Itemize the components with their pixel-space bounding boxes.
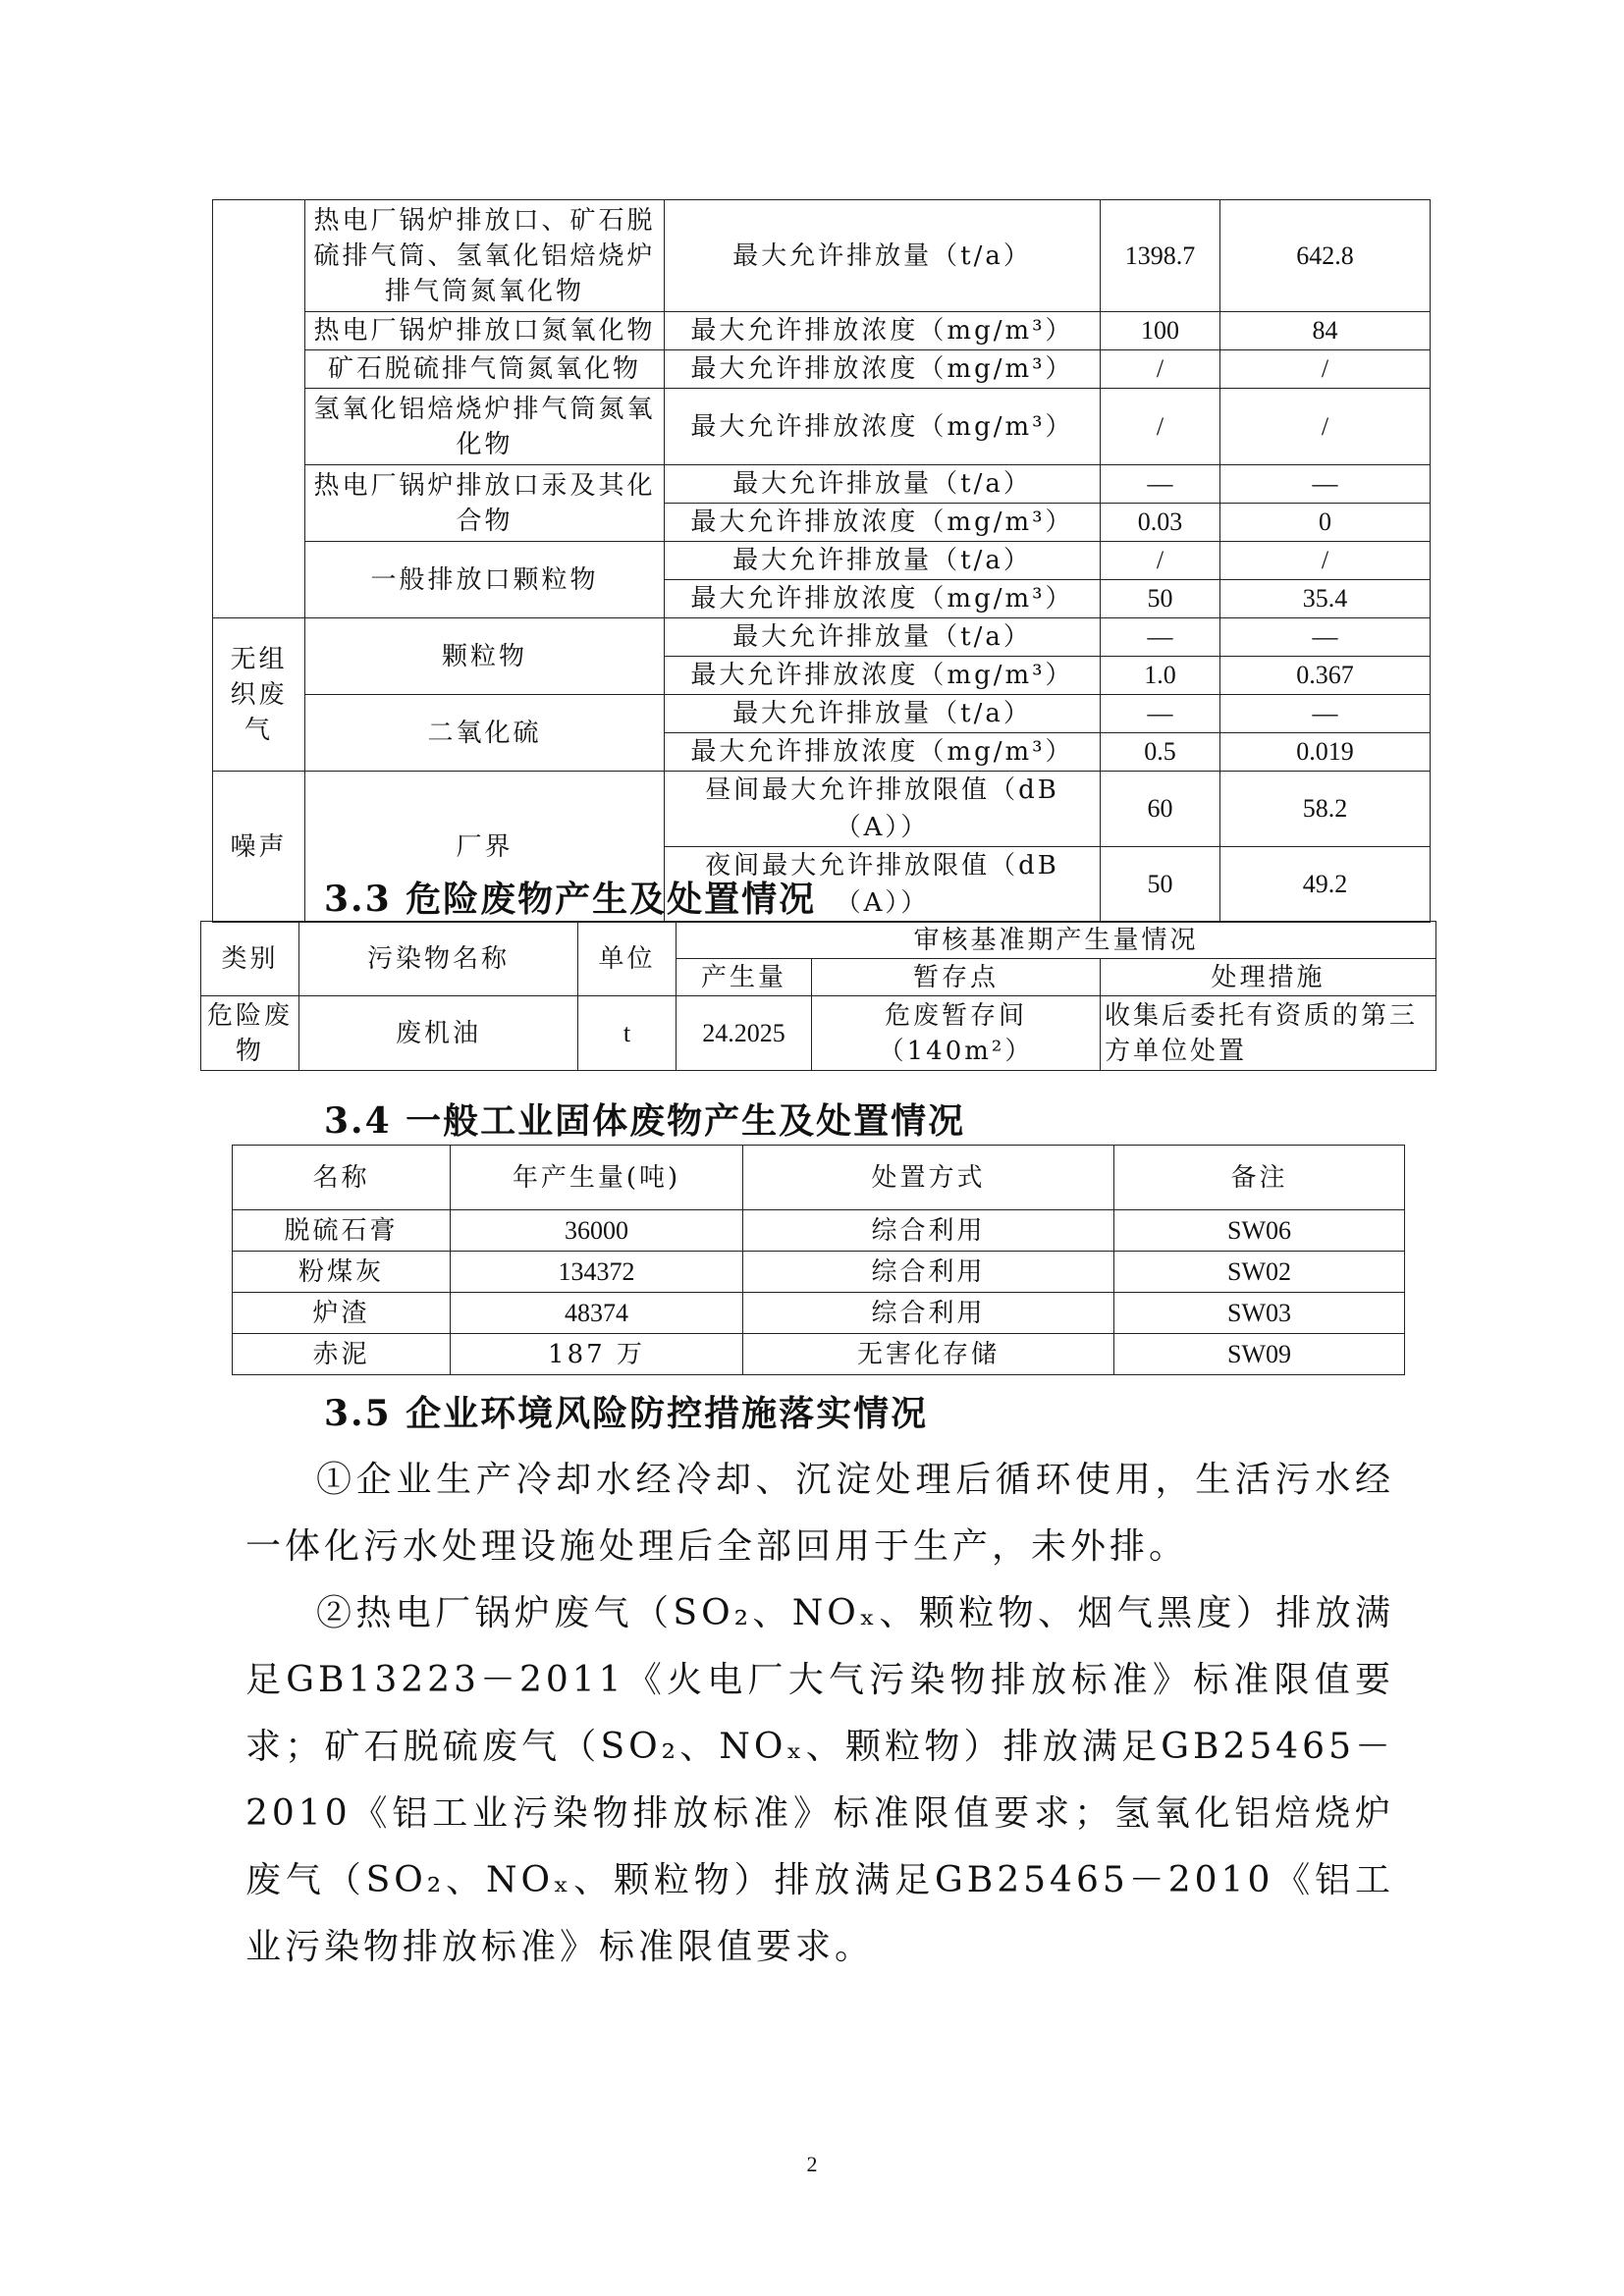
actual-cell: / bbox=[1220, 350, 1431, 389]
indicator-cell: 最大允许排放量（t/a） bbox=[665, 542, 1101, 580]
actual-cell: 0 bbox=[1220, 504, 1431, 542]
row-amount: 24.2025 bbox=[677, 996, 812, 1071]
limit-cell: 100 bbox=[1101, 312, 1220, 350]
row-unit: t bbox=[578, 996, 677, 1071]
pollutant-cell: 矿石脱硫排气筒氮氧化物 bbox=[305, 350, 665, 389]
actual-cell: — bbox=[1220, 465, 1431, 504]
row-name: 废机油 bbox=[299, 996, 578, 1071]
limit-cell: 0.03 bbox=[1101, 504, 1220, 542]
header-category: 类别 bbox=[201, 922, 299, 996]
header-storage: 暂存点 bbox=[812, 959, 1101, 996]
header-amount: 产生量 bbox=[677, 959, 812, 996]
limit-cell: 1.0 bbox=[1101, 657, 1220, 695]
pollutant-cell: 热电厂锅炉排放口、矿石脱硫排气筒、氢氧化铝焙烧炉排气筒氮氧化物 bbox=[305, 200, 665, 312]
category-cell: 噪声 bbox=[213, 772, 305, 923]
indicator-cell: 最大允许排放量（t/a） bbox=[665, 465, 1101, 504]
table-cell: 综合利用 bbox=[743, 1210, 1114, 1252]
limit-cell: 0.5 bbox=[1101, 733, 1220, 772]
header-cell: 名称 bbox=[233, 1146, 451, 1210]
category-cell-blank bbox=[213, 200, 305, 618]
section-3-3-heading: 3.3 危险废物产生及处置情况 bbox=[324, 879, 817, 920]
row-category: 危险废物 bbox=[201, 996, 299, 1071]
limit-cell: / bbox=[1101, 350, 1220, 389]
header-cell: 备注 bbox=[1114, 1146, 1405, 1210]
indicator-cell: 最大允许排放浓度（mg/m³） bbox=[665, 580, 1101, 618]
actual-cell: / bbox=[1220, 542, 1431, 580]
indicator-cell: 最大允许排放浓度（mg/m³） bbox=[665, 733, 1101, 772]
pollutant-cell: 热电厂锅炉排放口氮氧化物 bbox=[305, 312, 665, 350]
row-storage: 危废暂存间（140m²） bbox=[812, 996, 1101, 1071]
indicator-cell: 最大允许排放浓度（mg/m³） bbox=[665, 657, 1101, 695]
pollutant-cell: 二氧化硫 bbox=[305, 695, 665, 772]
limit-cell: — bbox=[1101, 618, 1220, 657]
limit-cell: / bbox=[1101, 542, 1220, 580]
header-cell: 处置方式 bbox=[743, 1146, 1114, 1210]
actual-cell: 0.019 bbox=[1220, 733, 1431, 772]
pollutant-cell: 一般排放口颗粒物 bbox=[305, 542, 665, 618]
table-cell: SW03 bbox=[1114, 1293, 1405, 1334]
limit-cell: — bbox=[1101, 695, 1220, 733]
actual-cell: — bbox=[1220, 695, 1431, 733]
pollutant-cell: 氢氧化铝焙烧炉排气筒氮氧化物 bbox=[305, 389, 665, 465]
actual-cell: — bbox=[1220, 618, 1431, 657]
table-cell: 48374 bbox=[451, 1293, 743, 1334]
indicator-cell: 最大允许排放浓度（mg/m³） bbox=[665, 389, 1101, 465]
header-name: 污染物名称 bbox=[299, 922, 578, 996]
indicator-cell: 昼间最大允许排放限值（dB（A）） bbox=[665, 772, 1101, 847]
table-cell: SW06 bbox=[1114, 1210, 1405, 1252]
table-cell: 综合利用 bbox=[743, 1293, 1114, 1334]
limit-cell: 50 bbox=[1101, 580, 1220, 618]
header-cell: 年产生量(吨) bbox=[451, 1146, 743, 1210]
limit-cell: 50 bbox=[1101, 847, 1220, 923]
table-cell: 粉煤灰 bbox=[233, 1252, 451, 1293]
actual-cell: 84 bbox=[1220, 312, 1431, 350]
category-cell: 无组织废气 bbox=[213, 618, 305, 772]
section-3-4-heading: 3.4 一般工业固体废物产生及处置情况 bbox=[324, 1100, 966, 1142]
indicator-cell: 最大允许排放量（t/a） bbox=[665, 200, 1101, 312]
table-cell: SW02 bbox=[1114, 1252, 1405, 1293]
limit-cell: 60 bbox=[1101, 772, 1220, 847]
indicator-cell: 最大允许排放浓度（mg/m³） bbox=[665, 350, 1101, 389]
table-cell: 无害化存储 bbox=[743, 1334, 1114, 1375]
actual-cell: / bbox=[1220, 389, 1431, 465]
paragraph-1: ①企业生产冷却水经冷却、沉淀处理后循环使用，生活污水经一体化污水处理设施处理后全部回用于生产，未外排。 bbox=[245, 1460, 1394, 1567]
emissions-table bbox=[212, 199, 1431, 923]
indicator-cell: 夜间最大允许排放限值（dB（A）） bbox=[665, 847, 1101, 923]
table-cell: 187 万 bbox=[451, 1334, 743, 1375]
table-cell: SW09 bbox=[1114, 1334, 1405, 1375]
limit-cell: 1398.7 bbox=[1101, 200, 1220, 312]
actual-cell: 0.367 bbox=[1220, 657, 1431, 695]
pollutant-cell: 热电厂锅炉排放口汞及其化合物 bbox=[305, 465, 665, 542]
pollutant-cell: 厂界 bbox=[305, 772, 665, 923]
indicator-cell: 最大允许排放浓度（mg/m³） bbox=[665, 312, 1101, 350]
section-3-5-heading: 3.5 企业环境风险防控措施落实情况 bbox=[324, 1393, 929, 1434]
table-cell: 赤泥 bbox=[233, 1334, 451, 1375]
table-cell: 脱硫石膏 bbox=[233, 1210, 451, 1252]
limit-cell: — bbox=[1101, 465, 1220, 504]
actual-cell: 642.8 bbox=[1220, 200, 1431, 312]
table-cell: 36000 bbox=[451, 1210, 743, 1252]
paragraph-2: ②热电厂锅炉废气（SO₂、NOₓ、颗粒物、烟气黑度）排放满足GB13223－2011《火电厂大气污染物排放标准》标准限值要求；矿石脱硫废气（SO₂、NOₓ、颗粒物）排放满足GB25465－2010《铝工业污染物排放标准》标准限值要求；氢氧化铝焙烧炉废气（SO₂、NOₓ、颗粒物）排放满足GB25465－2010《铝工业污染物排放标准》标准限值要求。 bbox=[245, 1593, 1394, 1967]
indicator-cell: 最大允许排放量（t/a） bbox=[665, 618, 1101, 657]
table-cell: 综合利用 bbox=[743, 1252, 1114, 1293]
header-unit: 单位 bbox=[578, 922, 677, 996]
indicator-cell: 最大允许排放浓度（mg/m³） bbox=[665, 504, 1101, 542]
pollutant-cell: 颗粒物 bbox=[305, 618, 665, 695]
header-measure: 处理措施 bbox=[1101, 959, 1436, 996]
table-cell: 134372 bbox=[451, 1252, 743, 1293]
page-number: 2 bbox=[806, 2152, 818, 2176]
hazardous-waste-table bbox=[200, 921, 1436, 1071]
actual-cell: 58.2 bbox=[1220, 772, 1431, 847]
row-measure: 收集后委托有资质的第三方单位处置 bbox=[1101, 996, 1436, 1071]
indicator-cell: 最大允许排放量（t/a） bbox=[665, 695, 1101, 733]
header-group: 审核基准期产生量情况 bbox=[677, 922, 1436, 959]
solid-waste-table bbox=[232, 1145, 1405, 1375]
table-cell: 炉渣 bbox=[233, 1293, 451, 1334]
actual-cell: 49.2 bbox=[1220, 847, 1431, 923]
limit-cell: / bbox=[1101, 389, 1220, 465]
actual-cell: 35.4 bbox=[1220, 580, 1431, 618]
